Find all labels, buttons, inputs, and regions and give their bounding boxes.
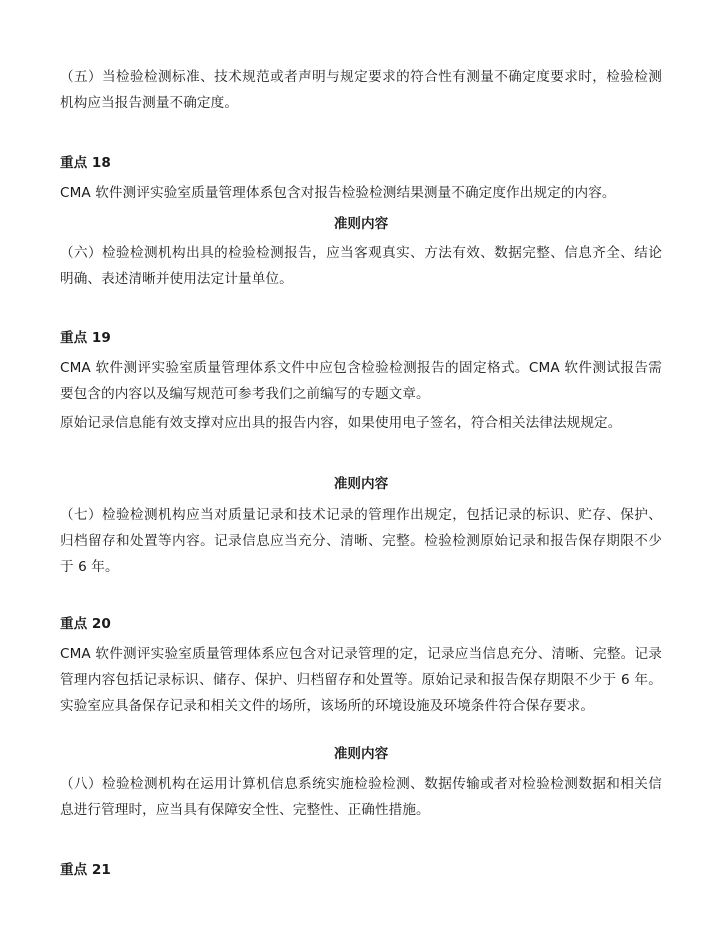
paragraph-key-point-18: CMA 软件测评实验室质量管理体系包含对报告检验检测结果测量不确定度作出规定的内容。 [60, 185, 616, 201]
heading-key-point-20: 重点 20 [60, 616, 111, 632]
paragraph-key-point-19-a: CMA 软件测评实验室质量管理体系文件中应包含检验检测报告的固定格式。CMA 软件测试报告需要包含的内容以及编写规范可参考我们之前编写的专题文章。 [60, 360, 662, 402]
paragraph-clause-7: （七）检验检测机构应当对质量记录和技术记录的管理作出规定，包括记录的标识、贮存、保护、归档留存和处置等内容。记录信息应当充分、清晰、完整。检验检测原始记录和报告保存期限不少于 6 年。 [60, 507, 662, 575]
section-title-criteria: 准则内容 [333, 216, 389, 232]
section-title-criteria: 准则内容 [333, 476, 389, 492]
paragraph-clause-8: （八）检验检测机构在运用计算机信息系统实施检验检测、数据传输或者对检验检测数据和相关信息进行管理时，应当具有保障安全性、完整性、正确性措施。 [60, 776, 662, 818]
heading-key-point-21: 重点 21 [60, 862, 111, 878]
section-title-criteria: 准则内容 [333, 746, 389, 762]
heading-key-point-18: 重点 18 [60, 155, 111, 171]
heading-key-point-19: 重点 19 [60, 330, 111, 346]
paragraph-clause-5: （五）当检验检测标准、技术规范或者声明与规定要求的符合性有测量不确定度要求时，检验检测机构应当报告测量不确定度。 [60, 69, 662, 111]
paragraph-clause-6: （六）检验检测机构出具的检验检测报告，应当客观真实、方法有效、数据完整、信息齐全、结论明确、表述清晰并使用法定计量单位。 [60, 245, 662, 287]
paragraph-key-point-19-b: 原始记录信息能有效支撑对应出具的报告内容，如果使用电子签名，符合相关法律法规规定。 [60, 415, 622, 431]
paragraph-key-point-20: CMA 软件测评实验室质量管理体系应包含对记录管理的定，记录应当信息充分、清晰、完整。记录管理内容包括记录标识、储存、保护、归档留存和处置等。原始记录和报告保存期限不少于 6 年。实验室应具备保存记录和相关文件的场所，该场所的环境设施及环境条件符合保存要求。 [60, 646, 662, 714]
